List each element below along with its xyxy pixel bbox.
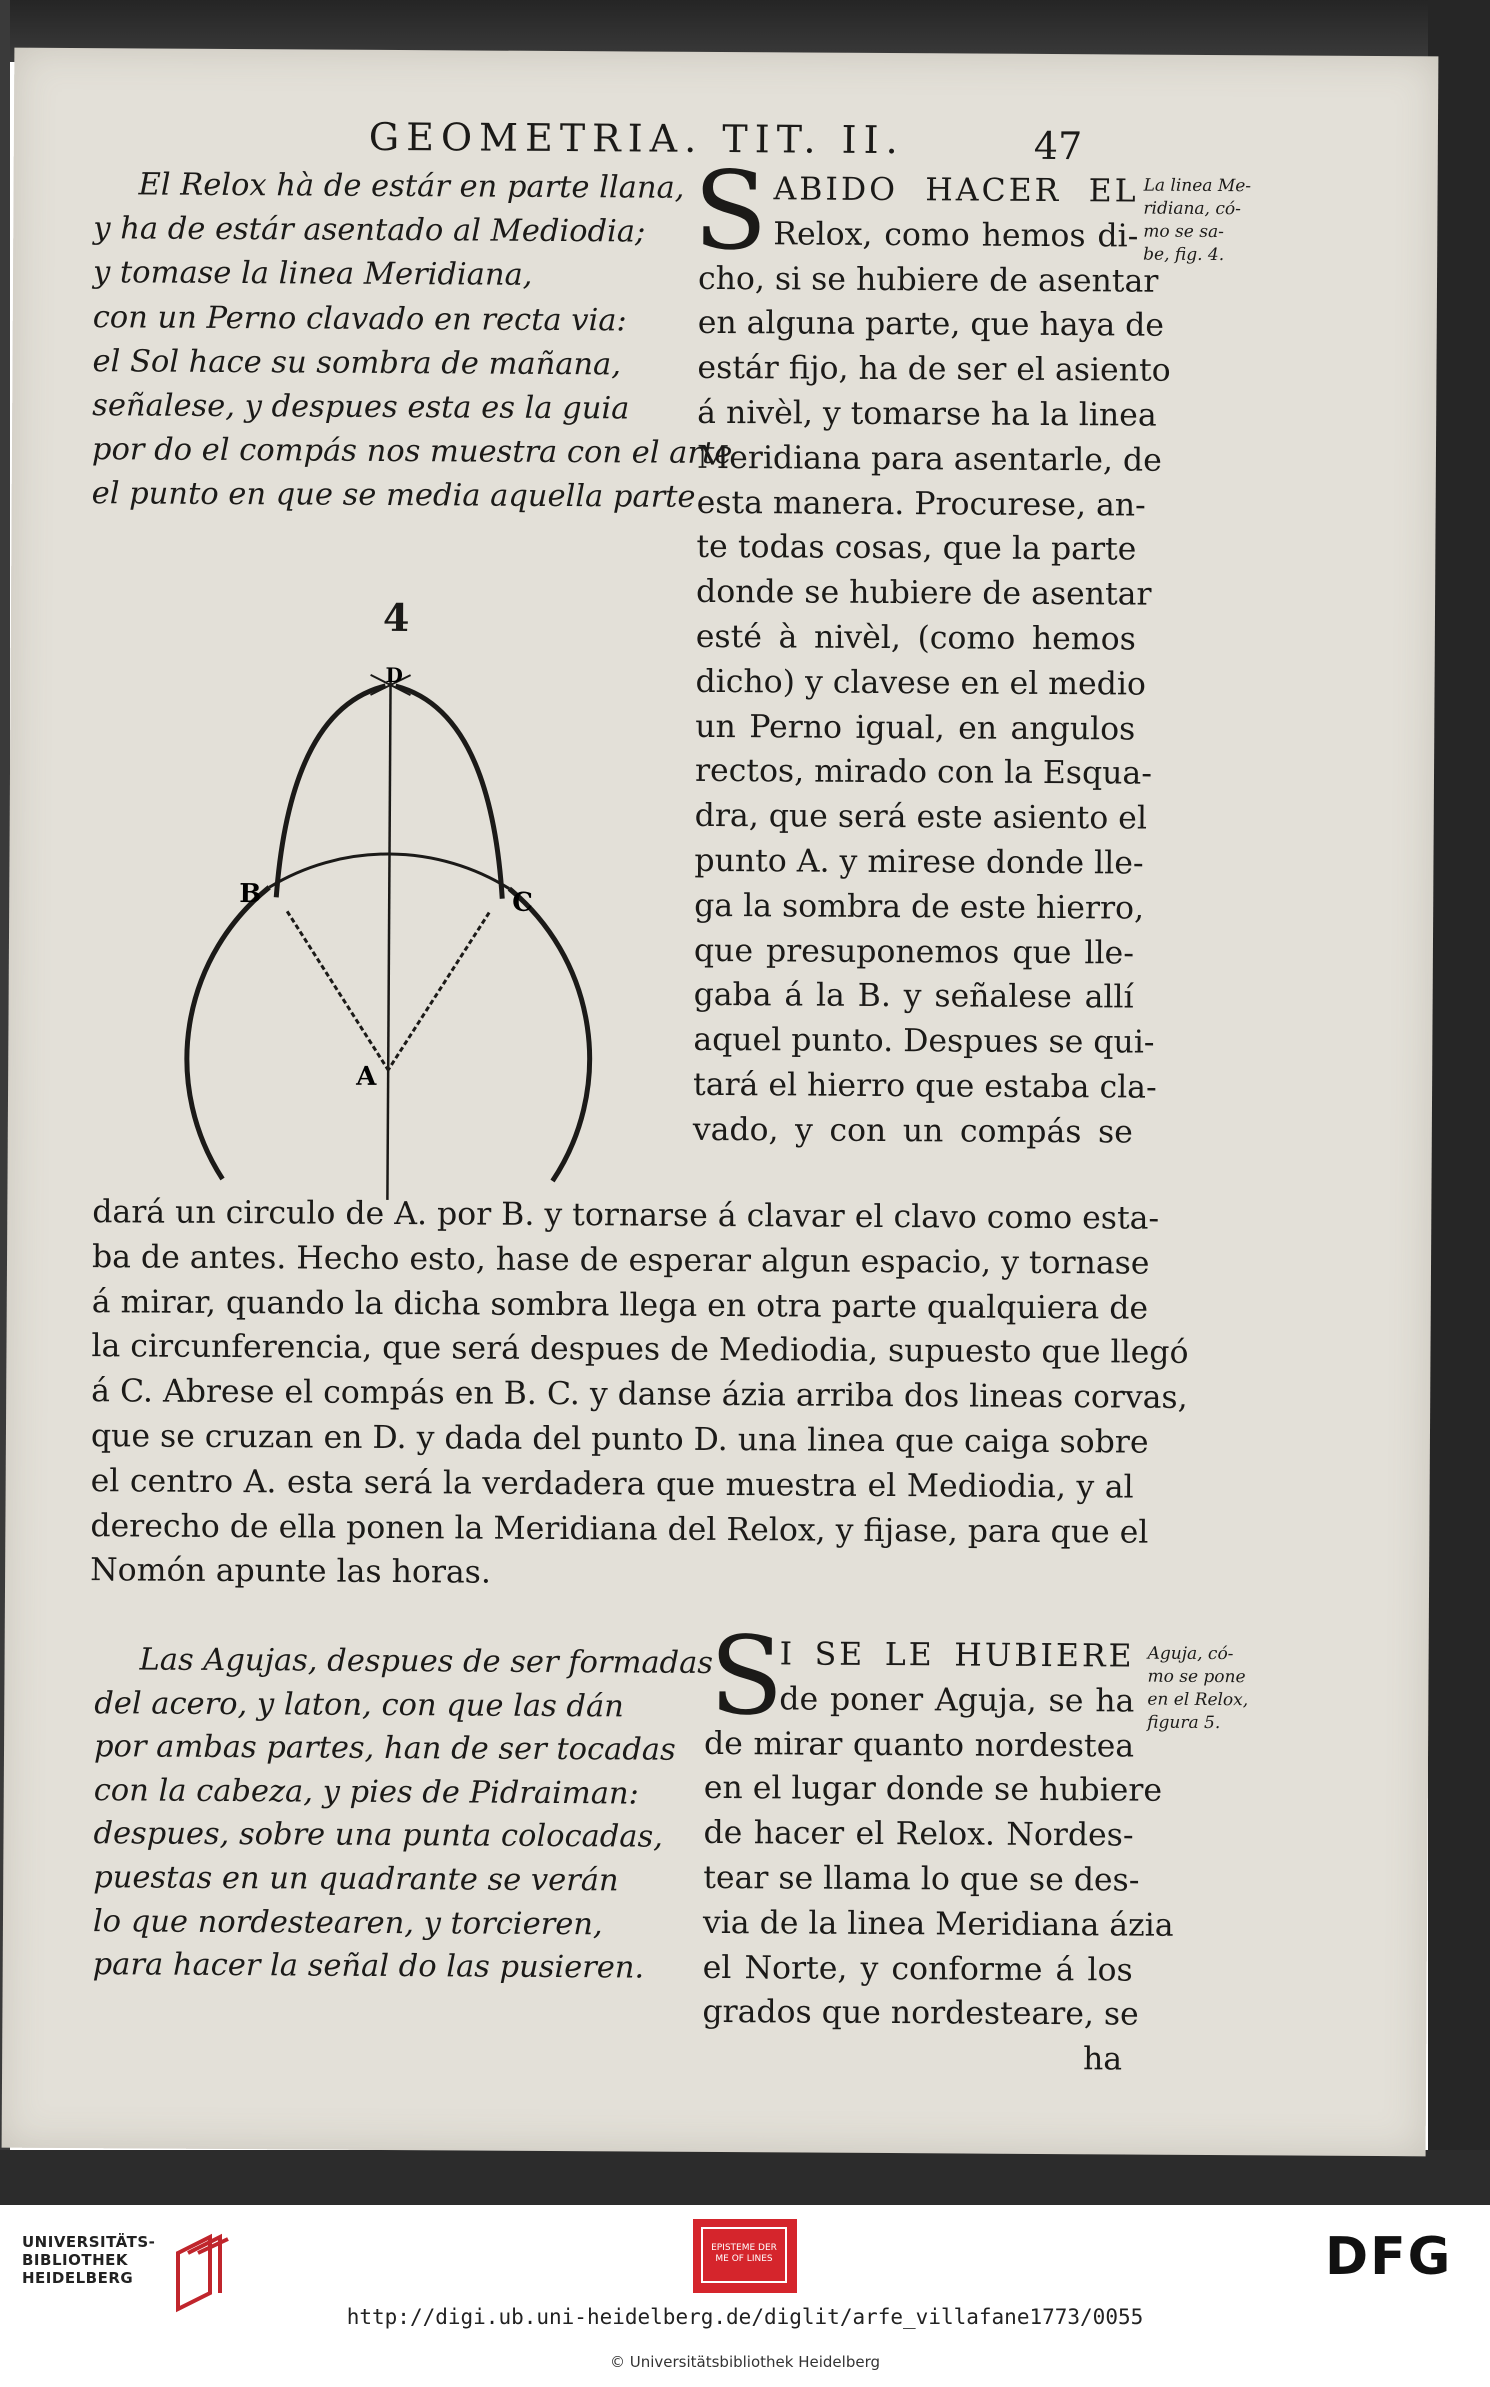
copyright-notice: © Universitätsbibliothek Heidelberg [609, 2353, 880, 2371]
page-number: 47 [1033, 123, 1083, 169]
text-line: Meridiana para asentarle, de [696, 439, 1162, 479]
text-line: el Norte, y conforme á los [702, 1949, 1133, 1989]
library-name-line: UNIVERSITÄTS- [22, 2233, 156, 2251]
text-line: derecho de ella ponen la Meridiana del Relox, y fijase, para que el [90, 1507, 1149, 1551]
library-name-line: BIBLIOTHEK [22, 2251, 128, 2269]
verse-line: del acero, y laton, con que las dán [94, 1685, 624, 1725]
text-line: aquel punto. Despues se qui- [693, 1021, 1155, 1061]
text-line: grados que nordesteare, se [702, 1994, 1139, 2033]
library-mark-icon [170, 2233, 230, 2313]
text-line: á mirar, quando la dicha sombra llega en otra parte qualquiera de [91, 1283, 1149, 1327]
verse-line: y tomase la linea Meridiana, [92, 255, 533, 294]
text-line: donde se hubiere de asentar [696, 574, 1152, 613]
text-line: dicho) y clavese en el medio [695, 663, 1147, 703]
drop-cap: S [693, 148, 768, 275]
library-name-line: HEIDELBERG [22, 2269, 134, 2287]
text-line: estár fijo, ha de ser el asiento [697, 350, 1171, 389]
text-line: en alguna parte, que haya de [697, 305, 1165, 345]
text-line: la circunferencia, que será despues de Mediodia, supuesto que llegó [91, 1328, 1189, 1372]
dotted-line-ac [388, 912, 489, 1071]
text-line: punto A. y mirese donde lle- [694, 842, 1144, 882]
side-note-line: mo se sa- [1143, 221, 1224, 243]
verse-line: para hacer la señal do las pusieren. [92, 1947, 645, 1986]
text-line: á C. Abrese el compás en B. C. y danse ázia arriba dos lineas corvas, [91, 1373, 1188, 1417]
arc-from-c [276, 685, 385, 898]
running-title: GEOMETRIA. TIT. II. [368, 114, 905, 163]
side-note-line: en el Relox, [1147, 1689, 1249, 1711]
text-line: ABIDO HACER EL [773, 171, 1139, 210]
circle-arc-right [508, 889, 591, 1181]
project-logo-text: EPISTEME DER ME OF LINES [701, 2227, 787, 2283]
label-a: A [356, 1061, 377, 1092]
project-logo[interactable] [693, 2219, 797, 2293]
meridian-diagram [167, 639, 630, 1202]
text-line: tear se llama lo que se des- [703, 1859, 1140, 1899]
side-note-aguja [1147, 1643, 1248, 1736]
side-note-line: Aguja, có- [1147, 1643, 1234, 1665]
text-line: el centro A. esta será la verdadera que muestra el Mediodia, y al [90, 1462, 1134, 1506]
figure-number: 4 [382, 594, 410, 641]
verse-line: puestas en un quadrante se verán [93, 1860, 619, 1899]
text-line: ha [1082, 2041, 1123, 2078]
verse-line: con la cabeza, y pies de Pidraiman: [93, 1772, 640, 1812]
dotted-line-ab [286, 911, 389, 1070]
text-line: Relox, como hemos di- [773, 216, 1139, 255]
text-line: via de la linea Meridiana ázia [702, 1904, 1174, 1944]
text-line: que se cruzan en D. y dada del punto D. una linea que caiga sobre [90, 1418, 1149, 1461]
side-note-meridiana [1143, 175, 1251, 268]
viewer-footer [0, 2205, 1490, 2387]
verse-line: Las Agujas, despues de ser formadas [139, 1642, 714, 1681]
text-line: te todas cosas, que la parte [696, 529, 1137, 568]
text-line: ba de antes. Hecho esto, hase de esperar algun espacio, y tornase [91, 1238, 1150, 1282]
text-line: de mirar quanto nordestea [703, 1725, 1135, 1765]
scan-border-bottom [0, 2150, 1490, 2205]
text-line: en el lugar donde se hubiere [703, 1770, 1163, 1810]
meridian-line [387, 675, 390, 1200]
permalink-url[interactable]: http://digi.ub.uni-heidelberg.de/diglit/arfe_villafane1773/0055 [346, 2305, 1144, 2329]
verse-line: con un Perno clavado en recta via: [92, 299, 627, 338]
scan-border-right [1428, 0, 1490, 2205]
text-line: rectos, mirado con la Esqua- [694, 753, 1153, 792]
heidelberg-library-logo[interactable] [22, 2233, 155, 2287]
verse-bottom [93, 1638, 714, 1991]
text-line: vado, y con un compás se [692, 1111, 1133, 1151]
text-line: ga la sombra de este hierro, [694, 887, 1145, 927]
verse-line: por do el compás nos muestra con el arte [91, 432, 733, 472]
text-line: esté à nivèl, (como hemos [695, 618, 1136, 658]
drop-cap: S [709, 1613, 784, 1740]
text-line: tará el hierro que estaba cla- [692, 1066, 1157, 1106]
side-note-line: mo se pone [1147, 1666, 1246, 1688]
side-note-line: La linea Me- [1143, 175, 1252, 197]
arc-from-b [394, 686, 503, 899]
text-line: que presuponemos que lle- [693, 932, 1135, 972]
verse-line: El Relox hà de estár en parte llana, [138, 167, 685, 206]
text-line: de hacer el Relox. Nordes- [703, 1815, 1134, 1854]
verse-line: lo que nordestearen, y torcieren, [92, 1903, 603, 1942]
section2-column [702, 1632, 1174, 2083]
verse-line: el Sol hace su sombra de mañana, [92, 343, 622, 383]
verse-line: señalese, y despues esta es la guia [92, 388, 630, 427]
text-line: dará un circulo de A. por B. y tornarse á clavar el clavo como esta- [92, 1194, 1160, 1237]
label-c: C [512, 887, 534, 918]
verse-line: el punto en que se media aquella parte. [91, 476, 706, 516]
text-line: un Perno igual, en angulos [695, 708, 1136, 748]
verse-line: despues, sobre una punta colocadas, [93, 1816, 663, 1856]
book-page [2, 48, 1439, 2157]
side-note-line: figura 5. [1147, 1712, 1221, 1734]
dfg-logo[interactable]: DFG [1325, 2227, 1453, 2287]
text-line: Nomón apunte las horas. [90, 1552, 492, 1591]
text-line: cho, si se hubiere de asentar [697, 260, 1159, 300]
text-line: esta manera. Procurese, an- [696, 484, 1146, 524]
section1-full-width-text [90, 1190, 1189, 1600]
label-b: B [239, 879, 262, 910]
text-line: dra, que será este asiento el [694, 797, 1148, 837]
text-line: de poner Aguja, se ha [779, 1681, 1135, 1720]
side-note-line: be, fig. 4. [1143, 244, 1225, 266]
verse-line: por ambas partes, han de ser tocadas [93, 1729, 676, 1768]
verse-line: y ha de estár asentado al Mediodia; [93, 211, 646, 250]
text-line: gaba á la B. y señalese allí [693, 977, 1134, 1016]
text-line: I SE LE HUBIERE [779, 1636, 1135, 1675]
side-note-line: ridiana, có- [1143, 198, 1241, 220]
verse-top [92, 163, 735, 520]
circle-arc-left [186, 887, 269, 1179]
section1-column [692, 167, 1171, 1155]
label-d: D [385, 662, 404, 688]
text-line: á nivèl, y tomarse ha la linea [697, 394, 1157, 434]
